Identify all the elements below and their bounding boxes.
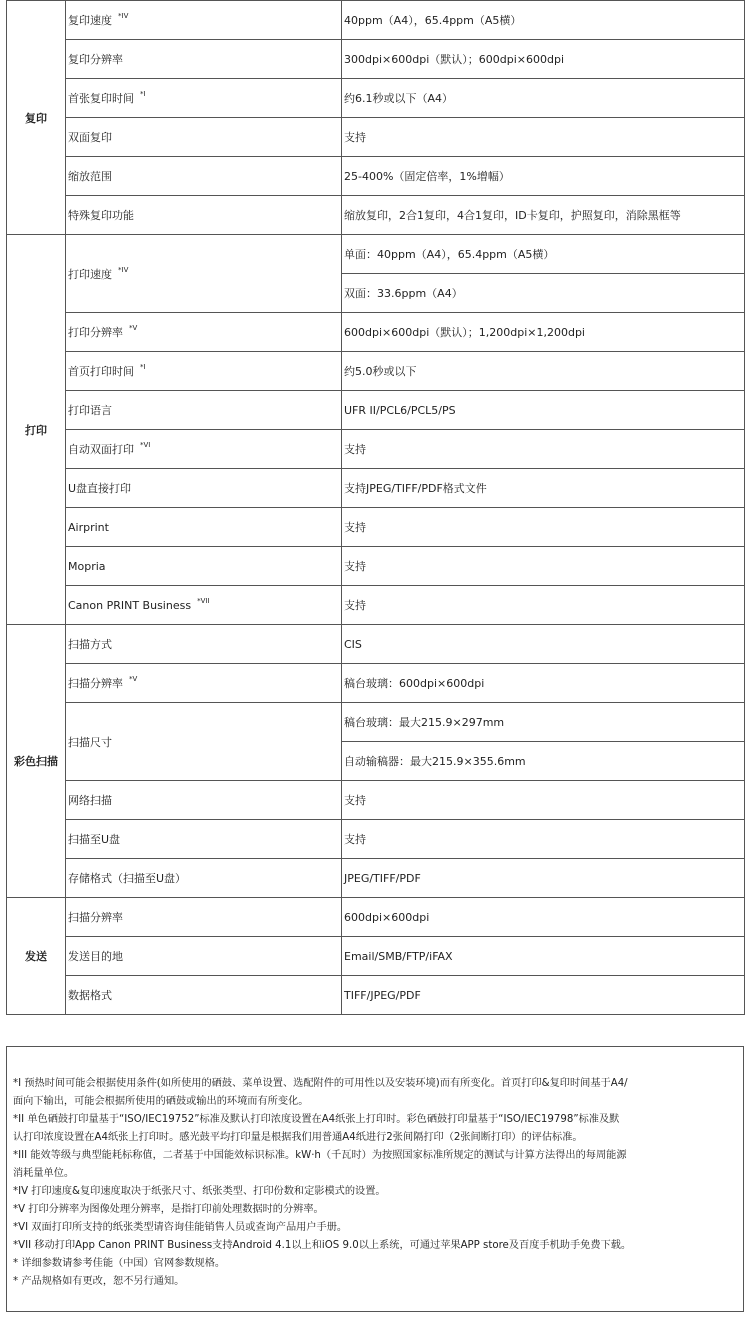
footnote-line: 面向下输出，可能会根据所使用的硒鼓或输出的环境而有所变化。 [13,1096,309,1107]
footnote-mark: *Ⅰ [140,363,146,371]
spec-item: 缩放范围 [66,157,342,196]
table-row [7,781,745,820]
footnote-line: *II 单色硒鼓打印量基于“ISO/IEC19752”标准及默认打印浓度设置在A4纸张上打印时。彩色硒鼓打印量基于“ISO/IEC19798”标准及默 [13,1114,620,1125]
category-copy: 复印 [7,1,66,235]
category-send: 发送 [7,898,66,1015]
spec-value: Email/SMB/FTP/iFAX [342,937,745,976]
footnote-line: *III 能效等级与典型能耗标称值，二者基于中国能效标识标准。kW·h（千瓦时）为按照国家标准所规定的测试与计算方法得出的每周能源 [13,1150,627,1161]
spec-item [66,664,342,703]
category-print: 打印 [7,235,66,625]
spec-value: 支持 [342,820,745,859]
footnote-line: 认打印浓度设置在A4纸张上打印时。感光鼓平均打印量是根据我们用普通A4纸进行2张间隔打印（2张间断打印）的评估标准。 [13,1132,583,1143]
table-row [7,703,745,742]
table-row [7,118,745,157]
table-row [7,352,745,391]
spec-value: 支持 [342,508,745,547]
spec-label: 扫描分辨率 [68,677,123,690]
spec-value: 稿台玻璃：600dpi×600dpi [342,664,745,703]
spec-value: 600dpi×600dpi [342,898,745,937]
spec-value: 支持 [342,547,745,586]
spec-label: 打印分辨率 [68,326,123,339]
table-row [7,508,745,547]
spec-table [6,0,745,1015]
table-row [7,313,745,352]
spec-value: 稿台玻璃：最大215.9×297mm [342,703,745,742]
spec-item: 存储格式（扫描至U盘） [66,859,342,898]
table-row [7,625,745,664]
table-row [7,40,745,79]
table-row [7,79,745,118]
table-row [7,196,745,235]
spec-value: 约5.0秒或以下 [342,352,745,391]
footnote-line: 消耗量单位。 [13,1168,75,1179]
footnote-mark: *Ⅰ [140,90,146,98]
spec-value: 支持 [342,781,745,820]
spec-label: 打印速度 [68,267,112,281]
table-row [7,1,745,40]
table-row [7,898,745,937]
footnote-line: * 详细参数请参考佳能（中国）官网参数规格。 [13,1258,226,1269]
spec-value: UFR II/PCL6/PCL5/PS [342,391,745,430]
footnote-line: *VII 移动打印App Canon PRINT Business支持Android 4.1以上和iOS 9.0以上系统，可通过苹果APP store及百度手机助手免费下载。 [13,1240,632,1251]
footnote-mark: *IV [118,265,129,274]
spec-item: 复印分辨率 [66,40,342,79]
table-row [7,820,745,859]
spec-item: 特殊复印功能 [66,196,342,235]
footnote-line: * 产品规格如有更改，恕不另行通知。 [13,1276,185,1287]
spec-item: Airprint [66,508,342,547]
spec-item [66,313,342,352]
spec-value: TIFF/JPEG/PDF [342,976,745,1015]
table-row [7,391,745,430]
spec-value: 自动输稿器：最大215.9×355.6mm [342,742,745,781]
table-row [7,469,745,508]
spec-value: 300dpi×600dpi（默认）；600dpi×600dpi [342,40,745,79]
footnote-mark: *VII [197,596,210,605]
spec-value: 25-400%（固定倍率，1%增幅） [342,157,745,196]
spec-item: 打印语言 [66,391,342,430]
spec-item: 扫描分辨率 [66,898,342,937]
table-row [7,157,745,196]
table-row [7,937,745,976]
spec-item: 网络扫描 [66,781,342,820]
spec-value: 支持 [342,430,745,469]
spec-item: 扫描尺寸 [66,703,342,781]
spec-item [66,430,342,469]
spec-value: 约6.1秒或以下（A4） [342,79,745,118]
spec-value: 双面：33.6ppm（A4） [342,274,745,313]
spec-label: 首张复印时间 [68,92,134,105]
table-row [7,664,745,703]
spec-item: 双面复印 [66,118,342,157]
spec-value: 600dpi×600dpi（默认）；1,200dpi×1,200dpi [342,313,745,352]
spec-item [66,235,342,313]
footnote-mark: *V [129,324,138,332]
spec-label: 自动双面打印 [68,443,134,456]
table-row [7,430,745,469]
table-row [7,547,745,586]
spec-item [66,352,342,391]
footnote-line: *Ⅰ 预热时间可能会根据使用条件(如所使用的硒鼓、菜单设置、选配附件的可用性以及安装环境)而有所变化。首页打印&复印时间基于A4/ [13,1078,628,1089]
footnote-line: *VI 双面打印所支持的纸张类型请咨询佳能销售人员或查询产品用户手册。 [13,1222,348,1233]
footnote-mark: *IV [118,12,129,20]
spec-value: JPEG/TIFF/PDF [342,859,745,898]
spec-value: 单面：40ppm（A4），65.4ppm（A5横） [342,235,745,274]
table-row [7,586,745,625]
spec-item: 数据格式 [66,976,342,1015]
footnote-mark: *V [129,675,138,683]
spec-value: 支持JPEG/TIFF/PDF格式文件 [342,469,745,508]
spec-label: 首页打印时间 [68,365,134,378]
spec-item: U盘直接打印 [66,469,342,508]
spec-value: CIS [342,625,745,664]
table-row [7,235,745,274]
footnote-line: *V 打印分辨率为图像处理分辨率，是指打印前处理数据时的分辨率。 [13,1204,324,1215]
spec-label: Canon PRINT Business [68,598,192,612]
spec-item: 发送目的地 [66,937,342,976]
spec-value: 支持 [342,586,745,625]
table-row [7,859,745,898]
spec-item: 扫描至U盘 [66,820,342,859]
footnotes-box [6,1046,744,1312]
spec-label: 复印速度 [68,14,112,27]
footnote-mark: *VI [140,441,151,449]
spec-item [66,1,342,40]
spec-item: 扫描方式 [66,625,342,664]
spec-value: 支持 [342,118,745,157]
category-scan: 彩色扫描 [7,625,66,898]
spec-item [66,586,342,625]
spec-value: 缩放复印，2合1复印，4合1复印，ID卡复印，护照复印，消除黑框等 [342,196,745,235]
table-row [7,976,745,1015]
spec-item: Mopria [66,547,342,586]
spec-item [66,79,342,118]
footnote-line: *IV 打印速度&复印速度取决于纸张尺寸、纸张类型、打印份数和定影模式的设置。 [13,1186,386,1197]
spec-value: 40ppm（A4），65.4ppm（A5横） [342,1,745,40]
